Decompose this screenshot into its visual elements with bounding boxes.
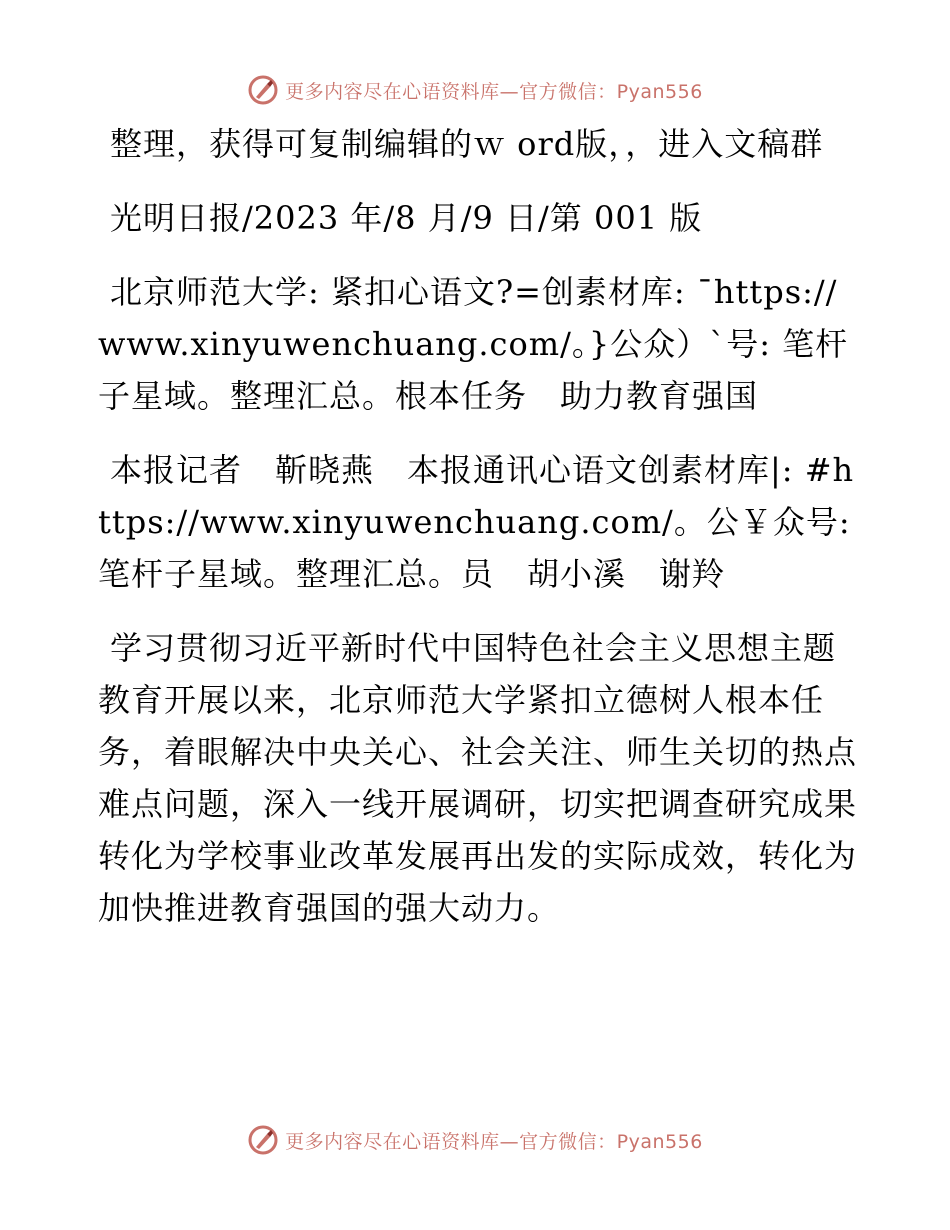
pen-logo-icon (247, 1124, 279, 1156)
paragraph-intro: 整理，获得可复制编辑的ｗ ord版，，进入文稿群 (110, 125, 824, 163)
paragraph-body: 学习贯彻习近平新时代中国特色社会主义思想主题教育开展以来，北京师范大学紧扣立德树人根本任务，着眼解决中央关心、社会关注、师生关切的热点难点问题，深入一线开展调研，切实把调查研究成果转化为学校事业改革发展再出发的实际成效，转化为加快推进教育强国的强大动力。 (98, 629, 858, 927)
footer-watermark-text: 更多内容尽在心语资料库—官方微信：Pyan556 (285, 1130, 703, 1153)
header-watermark-banner (0, 70, 950, 110)
header-watermark (247, 74, 703, 106)
paragraph-headline: 北京师范大学: 紧扣心语文?=创素材库: ¯https://www.xinyuwenchuang.com/。}公众）ˋ号: 笔杆子星域。整理汇总。根本任务 助力教育强国 (98, 273, 849, 415)
footer-watermark (247, 1124, 703, 1156)
header-watermark-text: 更多内容尽在心语资料库—官方微信：Pyan556 (285, 80, 703, 103)
paragraph-source: 光明日报/2023 年/8 月/9 日/第 001 版 (110, 199, 703, 237)
pen-logo-icon (247, 74, 279, 106)
document-body (98, 118, 858, 956)
paragraph-byline: 本报记者 靳晓燕 本报通讯心语文创素材库|: #https://www.xinyuwenchuang.com/。公￥众号: 笔杆子星域。整理汇总。员 胡小溪 谢羚 (98, 451, 855, 593)
footer-watermark-banner (0, 1120, 950, 1160)
